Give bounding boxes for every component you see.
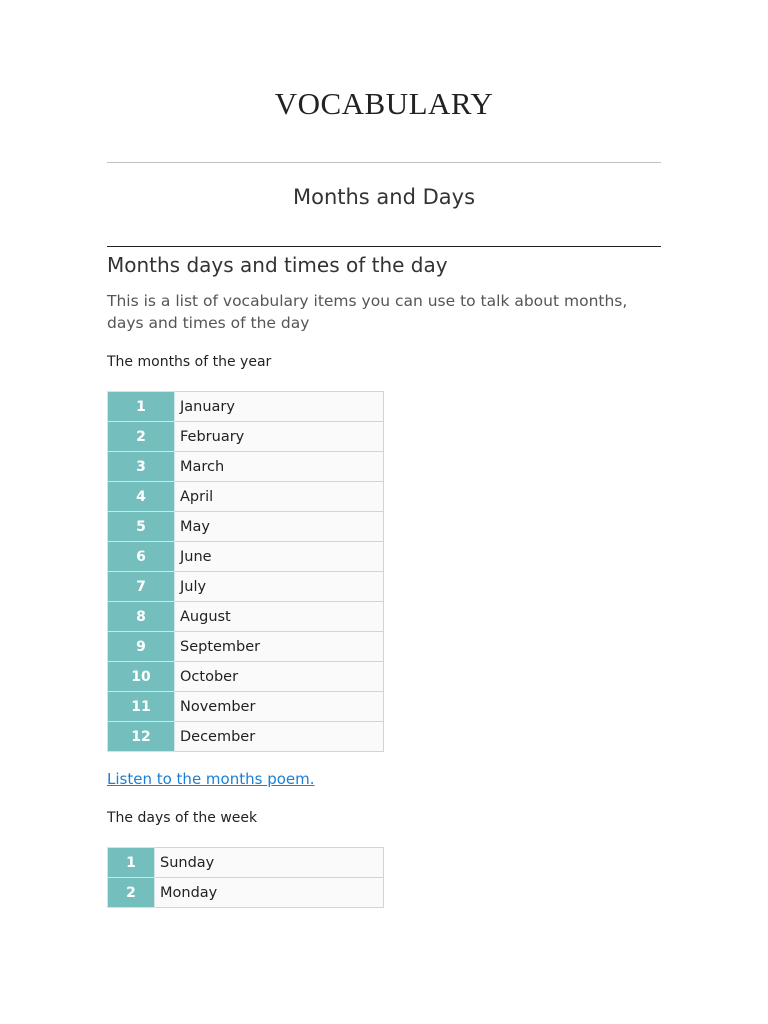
month-name: May bbox=[175, 512, 384, 542]
table-row bbox=[108, 848, 384, 878]
table-row bbox=[108, 392, 384, 422]
month-name: July bbox=[175, 572, 384, 602]
day-number: 1 bbox=[108, 848, 155, 878]
day-name: Sunday bbox=[155, 848, 384, 878]
month-number: 2 bbox=[108, 422, 175, 452]
page-title: VOCABULARY bbox=[274, 86, 494, 121]
months-label: The months of the year bbox=[107, 354, 272, 370]
table-row bbox=[108, 662, 384, 692]
page-subtitle: Months and Days bbox=[292, 185, 476, 209]
month-name: June bbox=[175, 542, 384, 572]
month-number: 12 bbox=[108, 722, 175, 752]
month-name: January bbox=[175, 392, 384, 422]
table-row bbox=[108, 722, 384, 752]
month-number: 1 bbox=[108, 392, 175, 422]
intro-paragraph: This is a list of vocabulary items you can use to talk about months, days and times of the day bbox=[107, 292, 628, 332]
month-number: 9 bbox=[108, 632, 175, 662]
month-name: April bbox=[175, 482, 384, 512]
month-number: 7 bbox=[108, 572, 175, 602]
month-number: 11 bbox=[108, 692, 175, 722]
table-row bbox=[108, 512, 384, 542]
month-name: September bbox=[175, 632, 384, 662]
day-number: 2 bbox=[108, 878, 155, 908]
month-number: 6 bbox=[108, 542, 175, 572]
month-number: 5 bbox=[108, 512, 175, 542]
months-poem-link[interactable]: Listen to the months poem. bbox=[107, 770, 315, 788]
table-row bbox=[108, 542, 384, 572]
subtitle-divider bbox=[107, 246, 661, 247]
month-number: 3 bbox=[108, 452, 175, 482]
table-row bbox=[108, 602, 384, 632]
table-row bbox=[108, 452, 384, 482]
month-number: 10 bbox=[108, 662, 175, 692]
month-name: August bbox=[175, 602, 384, 632]
days-table bbox=[107, 847, 384, 908]
month-name: November bbox=[175, 692, 384, 722]
table-row bbox=[108, 878, 384, 908]
month-number: 8 bbox=[108, 602, 175, 632]
table-row bbox=[108, 692, 384, 722]
days-label: The days of the week bbox=[107, 810, 258, 826]
month-name: October bbox=[175, 662, 384, 692]
day-name: Monday bbox=[155, 878, 384, 908]
title-divider bbox=[107, 162, 661, 163]
month-number: 4 bbox=[108, 482, 175, 512]
table-row bbox=[108, 632, 384, 662]
section-heading: Months days and times of the day bbox=[107, 253, 448, 277]
table-row bbox=[108, 482, 384, 512]
month-name: February bbox=[175, 422, 384, 452]
table-row bbox=[108, 572, 384, 602]
table-row bbox=[108, 422, 384, 452]
month-name: March bbox=[175, 452, 384, 482]
month-name: December bbox=[175, 722, 384, 752]
months-table bbox=[107, 391, 384, 752]
